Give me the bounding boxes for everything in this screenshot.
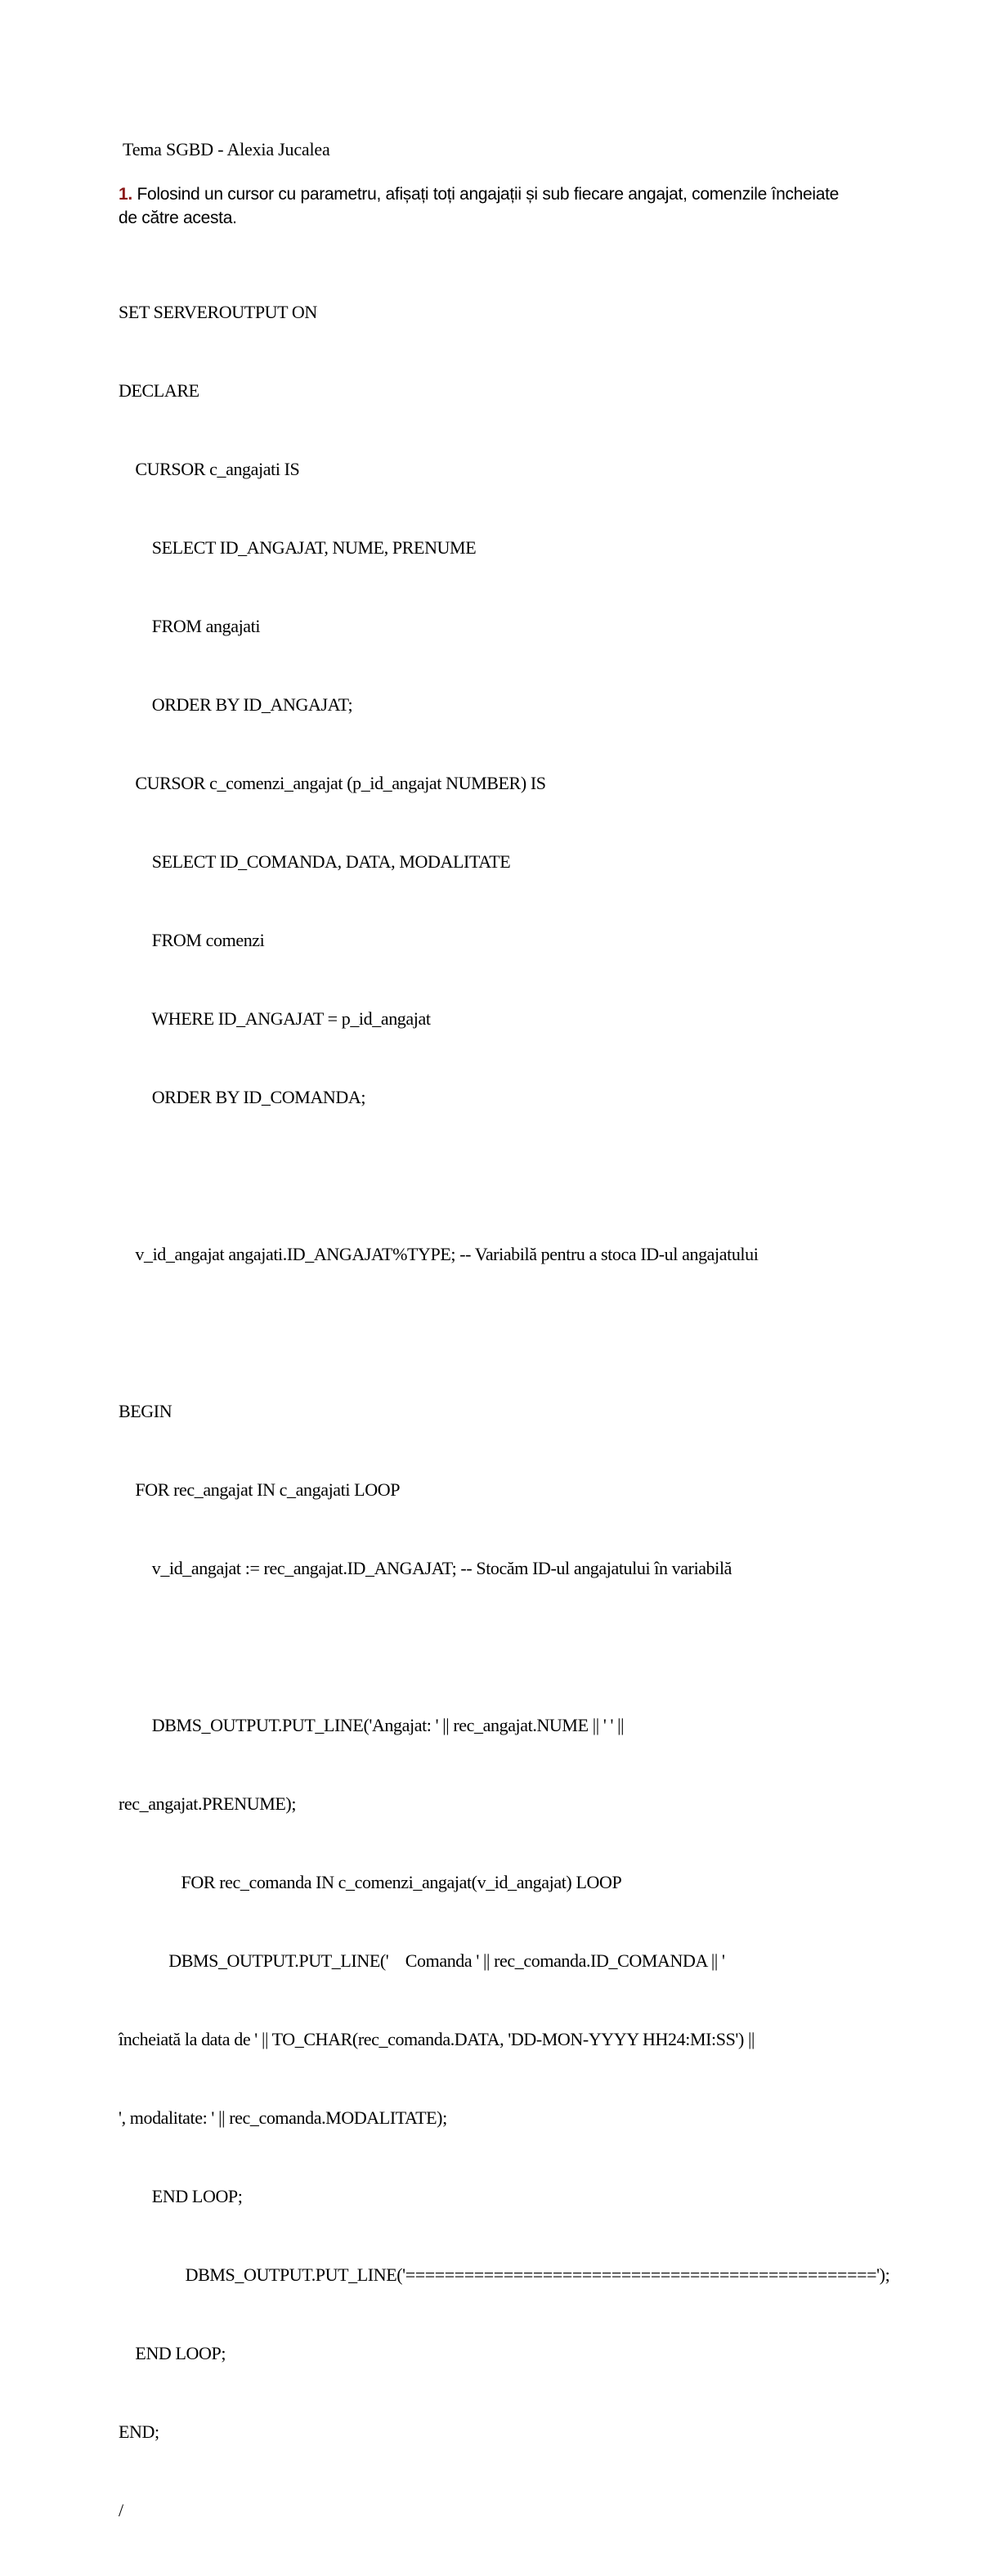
code-block	[119, 247, 889, 2576]
document-title: Tema SGBD - Alexia Jucalea	[123, 139, 330, 159]
code-line: FOR rec_angajat IN c_angajati LOOP	[119, 1479, 401, 1500]
code-line: DBMS_OUTPUT.PUT_LINE(' Comanda ' || rec_comanda.ID_COMANDA || '	[119, 1950, 725, 1971]
code-line: DECLARE	[119, 380, 199, 401]
code-line: FROM comenzi	[119, 930, 265, 950]
exercise-statement	[119, 182, 854, 230]
code-line: SELECT ID_ANGAJAT, NUME, PRENUME	[119, 537, 477, 558]
code-line: FOR rec_comanda IN c_comenzi_angajat(v_id_angajat) LOOP	[119, 1872, 622, 1892]
code-line: END;	[119, 2421, 159, 2442]
code-line	[119, 1634, 889, 1660]
code-line: rec_angajat.PRENUME);	[119, 1793, 297, 1814]
code-line: WHERE ID_ANGAJAT = p_id_angajat	[119, 1008, 431, 1029]
exercise-text: Folosind un cursor cu parametru, afișați toți angajații și sub fiecare angajat, comenzile încheiate de către acesta.	[119, 185, 840, 227]
exercise-number: 1.	[119, 185, 132, 204]
code-line: CURSOR c_angajati IS	[119, 459, 300, 479]
code-line: END LOOP;	[119, 2343, 226, 2363]
code-line: v_id_angajat angajati.ID_ANGAJAT%TYPE; -- Variabilă pentru a stoca ID-ul angajatului	[119, 1244, 759, 1264]
code-line: ORDER BY ID_COMANDA;	[119, 1087, 366, 1107]
code-line: încheiată la data de ' || TO_CHAR(rec_comanda.DATA, 'DD-MON-YYYY HH24:MI:SS') ||	[119, 2029, 755, 2049]
code-line: ORDER BY ID_ANGAJAT;	[119, 694, 353, 715]
code-line: DBMS_OUTPUT.PUT_LINE('Angajat: ' || rec_angajat.NUME || ' ' ||	[119, 1715, 625, 1735]
code-line: v_id_angajat := rec_angajat.ID_ANGAJAT; -- Stocăm ID-ul angajatului în variabilă	[119, 1558, 732, 1578]
code-line: SET SERVEROUTPUT ON	[119, 302, 317, 322]
code-line: BEGIN	[119, 1401, 172, 1421]
code-line: FROM angajati	[119, 616, 261, 636]
code-line: ', modalitate: ' || rec_comanda.MODALITATE);	[119, 2107, 447, 2128]
code-line: END LOOP;	[119, 2186, 243, 2206]
code-line	[119, 1163, 889, 1189]
code-line: SELECT ID_COMANDA, DATA, MODALITATE	[119, 851, 511, 872]
code-line: /	[119, 2500, 123, 2520]
code-line: DBMS_OUTPUT.PUT_LINE('================================================');	[119, 2264, 890, 2285]
code-line	[119, 1320, 889, 1346]
code-line: CURSOR c_comenzi_angajat (p_id_angajat NUMBER) IS	[119, 773, 546, 793]
